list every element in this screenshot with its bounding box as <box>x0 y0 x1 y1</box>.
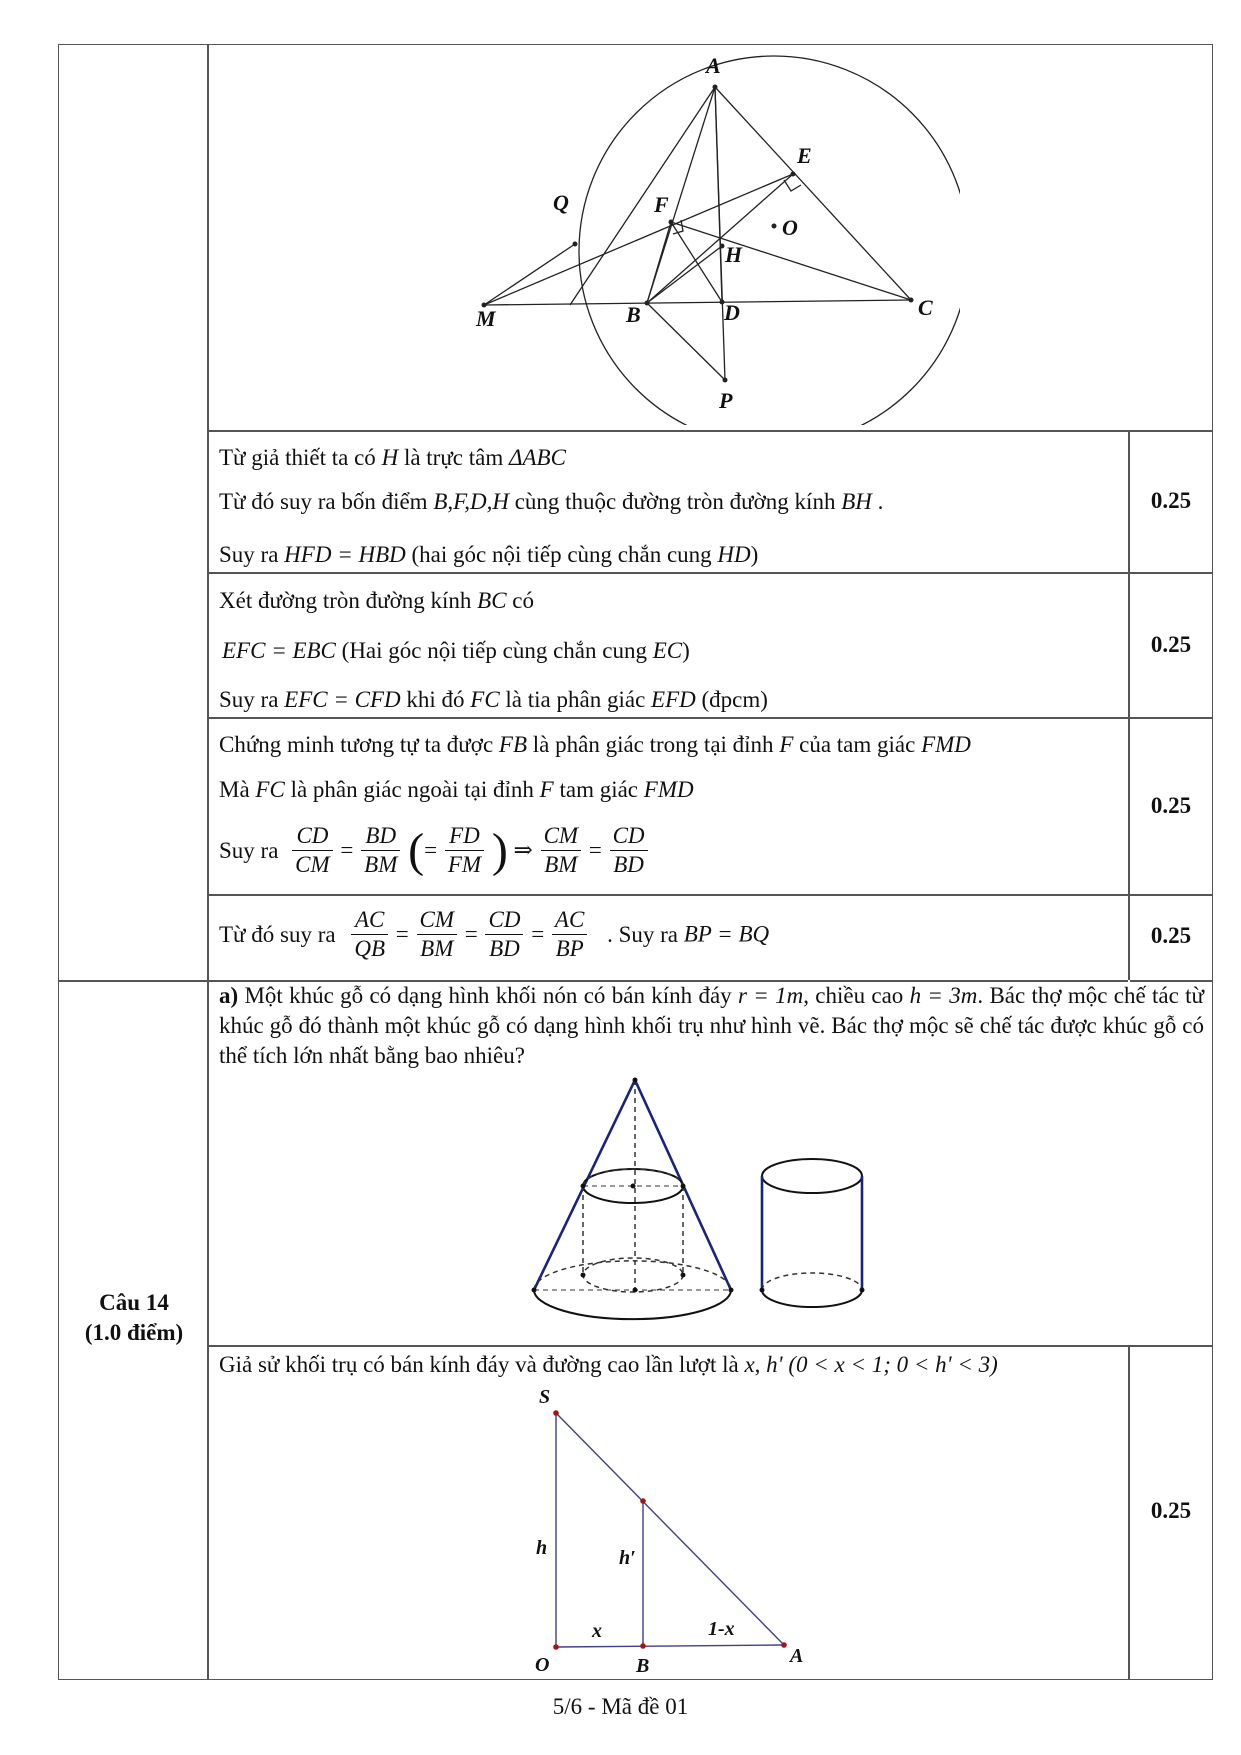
table-divider <box>207 430 1213 432</box>
fraction: $\frac{CM}{BM}$ <box>417 906 458 963</box>
point-label-P: P <box>719 388 733 413</box>
score-row3: 0.25 <box>1150 793 1192 818</box>
geometry-figure <box>460 55 960 425</box>
solution-line1: Giả sử khối trụ có bán kính đáy và đường cao lần lượt là x, h' (0 < x < 1; 0 < h' < 3) <box>219 1352 998 1377</box>
row3-line3: Suy ra $\frac{CD}{CM}$ = $\frac{BD}{BM}$ (= $\frac{FD}{FM}$ ) ⇒ $\frac{CM}{BM}$ = $\frac{CD}{BD}$ <box>219 822 650 879</box>
point-label-A: A <box>706 55 721 78</box>
label-1-minus-x: 1-x <box>708 1618 735 1640</box>
score-row1: 0.25 <box>1150 488 1192 513</box>
point-label-C: C <box>918 295 933 320</box>
row3-line1: Chứng minh tương tự ta được FB là phân giác trong tại đỉnh F của tam giác FMD <box>219 732 971 757</box>
point-label-M: M <box>476 306 496 331</box>
point-label-B: B <box>636 1655 650 1675</box>
fraction: $\frac{AC}{BP}$ <box>552 906 587 963</box>
table-divider <box>207 572 1213 574</box>
part-a-text: a) Một khúc gỗ có dạng hình khối nón có bán kính đáy r = 1m, chiều cao h = 3m. Bác thợ mộc chế tác từ khúc gỗ đó thành một khúc gỗ có dạng hình khối trụ như hình vẽ. Bác thợ mộc sẽ chế tác được khúc gỗ có thể tích lớn nhất bằng bao nhiêu? <box>219 983 1204 1068</box>
label-h: h <box>536 1537 548 1559</box>
table-divider <box>207 1345 1213 1347</box>
table-divider <box>207 44 209 1680</box>
question-label: Câu 14 (1.0 điểm) <box>84 1290 184 1345</box>
row1-line3: Suy ra HFD = HBD (hai góc nội tiếp cùng chắn cung HD) <box>219 542 759 567</box>
fraction: $\frac{CD}{BD}$ <box>610 822 648 879</box>
row2-line1: Xét đường tròn đường kính BC có <box>219 588 535 613</box>
point-label-O: O <box>535 1654 550 1675</box>
row1-line2: Từ đó suy ra bốn điểm B,F,D,H cùng thuộc đường tròn đường kính BH . <box>219 489 884 514</box>
table-divider <box>207 894 1213 896</box>
point-label-S: S <box>539 1386 551 1408</box>
point-label-O: O <box>782 215 798 240</box>
fraction: $\frac{CD}{BD}$ <box>485 906 523 963</box>
triangle-figure <box>520 1385 850 1675</box>
row2-line2: EFC = EBC (Hai góc nội tiếp cùng chắn cung EC) <box>222 638 690 663</box>
cone-cylinder-figure <box>520 1070 900 1340</box>
fraction: $\frac{CM}{BM}$ <box>541 822 582 879</box>
table-divider <box>207 717 1213 719</box>
point-label-A: A <box>790 1645 804 1667</box>
row3-line2: Mà FC là phân giác ngoài tại đỉnh F tam giác FMD <box>219 777 694 802</box>
label-h-prime: h′ <box>619 1547 636 1569</box>
row2-line3: Suy ra EFC = CFD khi đó FC là tia phân giác EFD (đpcm) <box>219 687 768 712</box>
fraction: $\frac{CD}{CM}$ <box>292 822 333 879</box>
row1-line1: Từ giả thiết ta có H là trực tâm ΔABC <box>219 445 566 470</box>
label-x: x <box>592 1620 602 1642</box>
score-q14: 0.25 <box>1150 1498 1192 1523</box>
fraction: $\frac{FD}{FM}$ <box>445 822 484 879</box>
page-footer: 5/6 - Mã đề 01 <box>552 1694 689 1719</box>
point-label-D: D <box>724 300 740 325</box>
point-label-Q: Q <box>553 190 569 215</box>
point-label-H: H <box>725 242 743 267</box>
point-label-B: B <box>626 302 641 327</box>
fraction: $\frac{AC}{QB}$ <box>351 906 388 963</box>
score-row4: 0.25 <box>1150 923 1192 948</box>
point-label-E: E <box>797 143 812 168</box>
score-row2: 0.25 <box>1150 632 1192 657</box>
row4-line1: Từ đó suy ra $\frac{AC}{QB}$ = $\frac{CM}{BM}$ = $\frac{CD}{BD}$ = $\frac{AC}{BP}$ . Suy ra BP = BQ <box>219 907 770 961</box>
point-label-F: F <box>654 192 669 217</box>
fraction: $\frac{BD}{BM}$ <box>361 822 400 879</box>
